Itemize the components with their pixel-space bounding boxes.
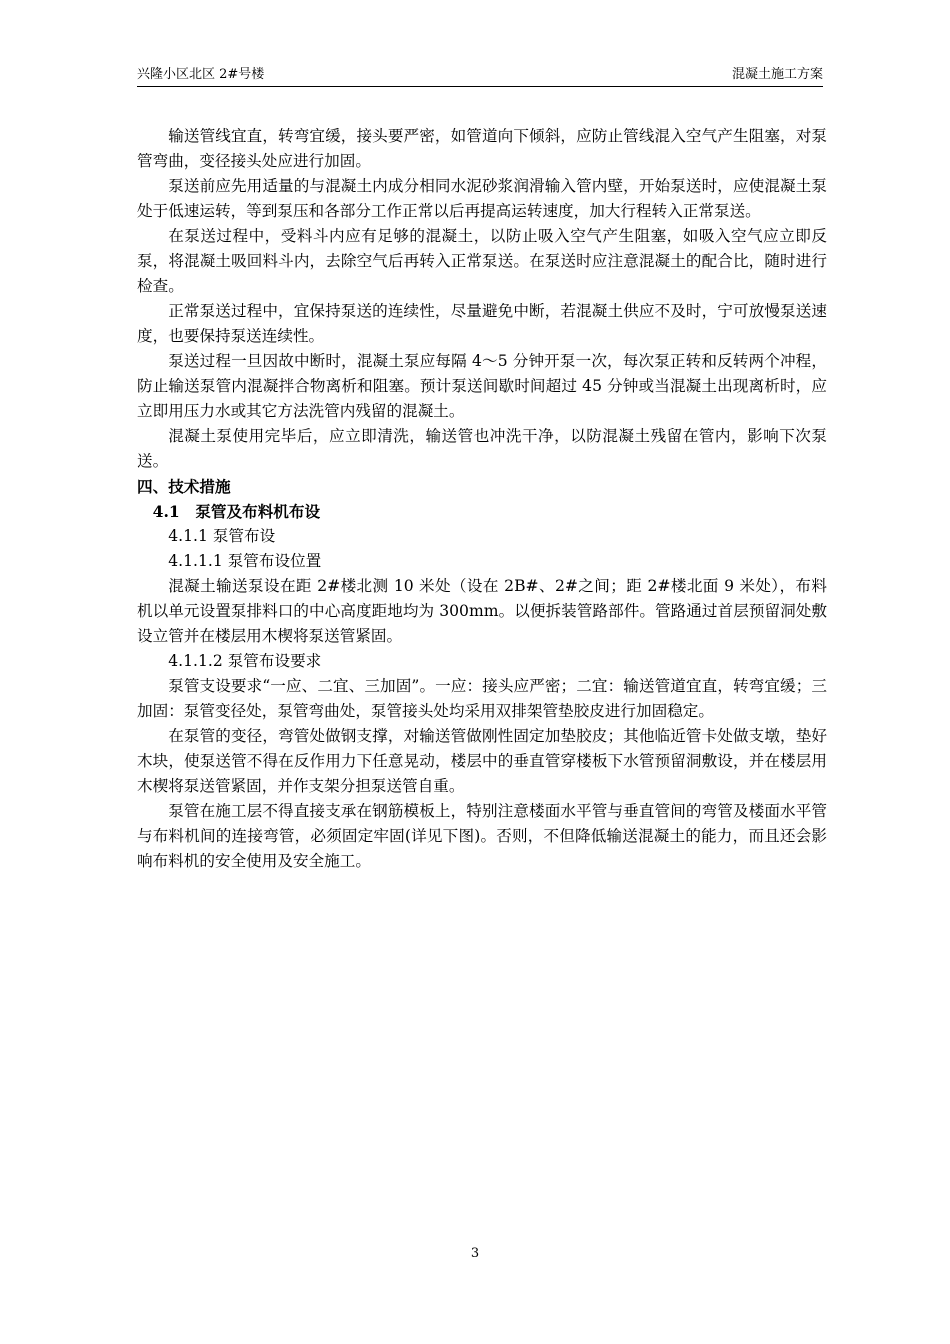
body-paragraph: 混凝土泵使用完毕后，应立即清洗，输送管也冲洗干净，以防混凝土残留在管内，影响下次泵送。 bbox=[137, 427, 827, 470]
body-paragraph: 泵管支设要求“一应、二宜、三加固”。一应：接头应严密；二宜：输送管道宜直，转弯宜缓；三加固：泵管变径处，泵管弯曲处，泵管接头处均采用双排架管垫胶皮进行加固稳定。 bbox=[137, 677, 827, 720]
section-heading: 四、技术措施 bbox=[137, 477, 231, 496]
body-paragraph: 泵管在施工层不得直接支承在钢筋模板上，特别注意楼面水平管与垂直管间的弯管及楼面水平管与布料机间的连接弯管，必须固定牢固(详见下图)。否则，不但降低输送混凝土的能力，而且还会影响布料机的安全使用及安全施工。 bbox=[137, 802, 827, 870]
body-paragraph: 混凝土输送泵设在距 2#楼北测 10 米处（设在 2B#、2#之间；距 2#楼北面 9 米处），布料机以单元设置泵排料口的中心高度距地均为 300mm。以便拆装管路部件。管路通过首层预留洞处敷设立管并在楼层用木楔将泵送管紧固。 bbox=[137, 577, 827, 645]
document-body bbox=[137, 124, 827, 874]
minor-heading: 4.1.1.1 泵管布设位置 bbox=[168, 552, 322, 570]
minor-heading: 4.1.1.2 泵管布设要求 bbox=[168, 652, 322, 670]
body-paragraph: 泵送过程一旦因故中断时，混凝土泵应每隔 4～5 分钟开泵一次，每次泵正转和反转两个冲程，防止输送泵管内混凝拌合物离析和阻塞。预计泵送间歇时间超过 45 分钟或当混凝土出现离析时，应立即用压力水或其它方法洗管内残留的混凝土。 bbox=[137, 352, 827, 420]
header-project-name: 兴隆小区北区 2#号楼 bbox=[137, 67, 265, 82]
body-paragraph: 泵送前应先用适量的与混凝土内成分相同水泥砂浆润滑输入管内壁，开始泵送时，应使混凝土泵处于低速运转，等到泵压和各部分工作正常以后再提高运转速度，加大行程转入正常泵送。 bbox=[137, 177, 827, 220]
body-paragraph: 在泵管的变径，弯管处做钢支撑，对输送管做刚性固定加垫胶皮；其他临近管卡处做支墩，垫好木块，使泵送管不得在反作用力下任意晃动，楼层中的垂直管穿楼板下水管预留洞敷设，并在楼层用木楔将泵送管紧固，并作支架分担泵送管自重。 bbox=[137, 727, 827, 795]
page-number: 3 bbox=[470, 1246, 480, 1261]
body-paragraph: 正常泵送过程中，宜保持泵送的连续性，尽量避免中断，若混凝土供应不及时，宁可放慢泵送速度，也要保持泵送连续性。 bbox=[137, 302, 827, 345]
minor-heading: 4.1.1 泵管布设 bbox=[168, 527, 276, 545]
body-paragraph: 输送管线宜直，转弯宜缓，接头要严密，如管道向下倾斜，应防止管线混入空气产生阻塞，对泵管弯曲，变径接头处应进行加固。 bbox=[137, 127, 827, 170]
body-paragraph: 在泵送过程中，受料斗内应有足够的混凝土，以防止吸入空气产生阻塞，如吸入空气应立即反泵，将混凝土吸回料斗内，去除空气后再转入正常泵送。在泵送时应注意混凝土的配合比，随时进行检查。 bbox=[137, 227, 827, 295]
subsection-heading: 4.1 泵管及布料机布设 bbox=[152, 502, 321, 521]
page-header bbox=[137, 66, 823, 87]
header-document-title: 混凝土施工方案 bbox=[731, 67, 823, 82]
